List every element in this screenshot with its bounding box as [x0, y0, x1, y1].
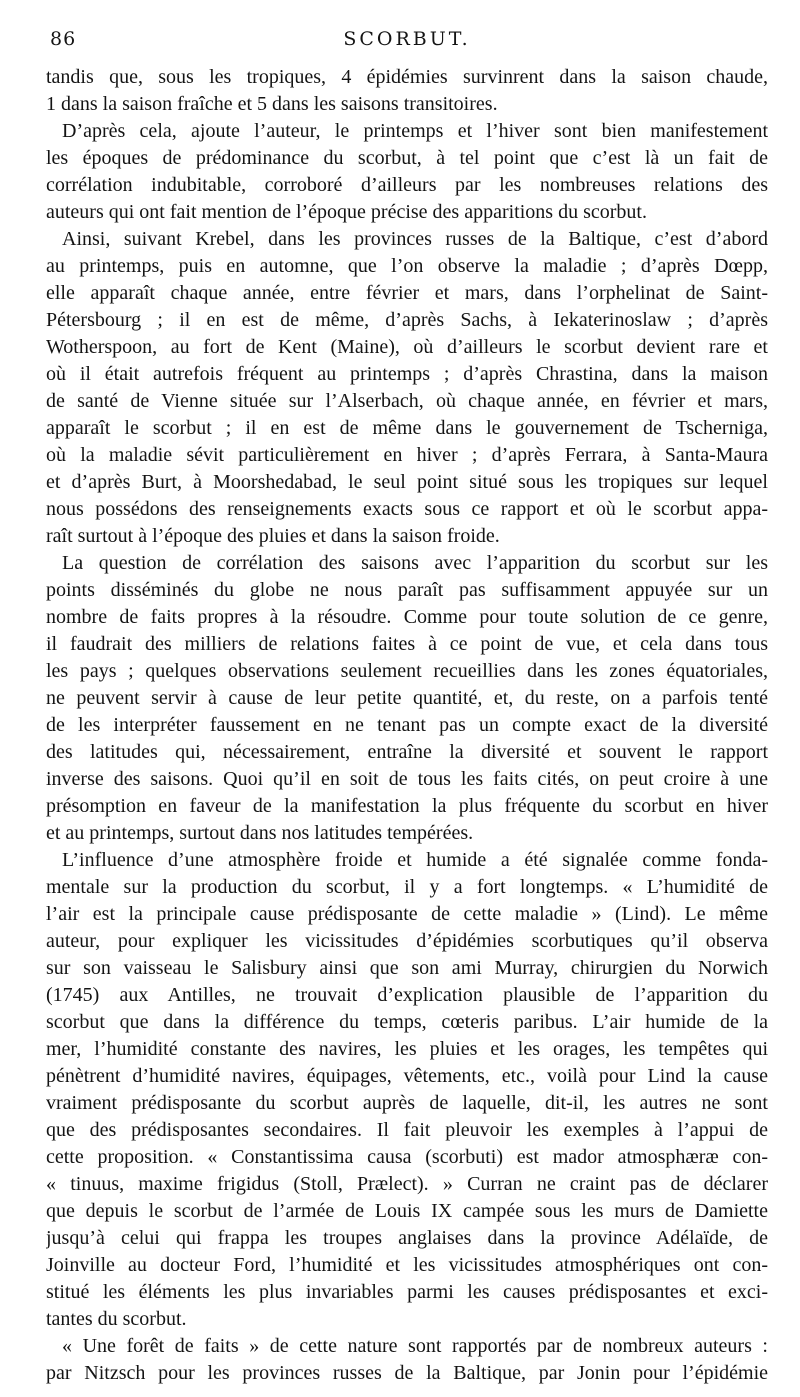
- text-line: vraiment prédisposante du scorbut auprès de laquelle, dit-il, les autres ne sont: [46, 1092, 768, 1114]
- text-line: les pays ; quelques observations seulement recueillies dans les zones équatoriales,: [46, 660, 768, 682]
- text-line: ne peuvent servir à cause de leur petite quantité, et, du reste, on a parfois tenté: [46, 687, 768, 709]
- text-line: La question de corrélation des saisons avec l’apparition du scorbut sur les: [62, 552, 768, 574]
- text-line: et au printemps, surtout dans nos latitudes tempérées.: [46, 822, 474, 844]
- text-line: que depuis le scorbut de l’armée de Louis IX campée sous les murs de Damiette: [46, 1200, 768, 1222]
- text-line: sur son vaisseau le Salisbury ainsi que son ami Murray, chirurgien du Norwich: [46, 957, 768, 979]
- text-line: D’après cela, ajoute l’auteur, le printemps et l’hiver sont bien manifestement: [62, 120, 768, 142]
- text-line: auteurs qui ont fait mention de l’époque précise des apparitions du scorbut.: [46, 201, 647, 223]
- text-line: stitué les éléments les plus invariables parmi les causes prédisposantes et exci-: [46, 1281, 768, 1303]
- text-line: par Nitzsch pour les provinces russes de la Baltique, par Jonin pour l’épidémie: [46, 1362, 768, 1384]
- text-line: les époques de prédominance du scorbut, à tel point que c’est là un fait de: [46, 147, 768, 169]
- text-line: de les interpréter faussement en ne tenant pas un compte exact de la diversité: [46, 714, 768, 736]
- text-line: « Une forêt de faits » de cette nature sont rapportés par de nombreux auteurs :: [62, 1335, 768, 1357]
- text-line: nombre de faits propres à la résoudre. Comme pour toute solution de ce genre,: [46, 606, 768, 628]
- text-line: de santé de Vienne située sur l’Alserbach, où chaque année, en février et mars,: [46, 390, 768, 412]
- text-line: points disséminés du globe ne nous paraît pas suffisamment appuyée sur un: [46, 579, 768, 601]
- text-line: scorbut que dans la différence du temps, cœteris paribus. L’air humide de la: [46, 1011, 768, 1033]
- text-line: où il était autrefois fréquent au printemps ; d’après Chrastina, dans la maison: [46, 363, 768, 385]
- text-line: l’air est la principale cause prédisposante de cette maladie » (Lind). Le même: [46, 903, 768, 925]
- text-line: Ainsi, suivant Krebel, dans les provinces russes de la Baltique, c’est d’abord: [62, 228, 768, 250]
- text-line: pénètrent d’humidité navires, équipages, vêtements, etc., voilà pour Lind la cause: [46, 1065, 768, 1087]
- text-line: mentale sur la production du scorbut, il y a fort longtemps. « L’humidité de: [46, 876, 768, 898]
- text-line: jusqu’à celui qui frappa les troupes anglaises dans la province Adélaïde, de: [46, 1227, 768, 1249]
- page-number: 86: [50, 28, 77, 50]
- text-line: où la maladie sévit particulièrement en hiver ; d’après Ferrara, à Santa-Maura: [46, 444, 768, 466]
- text-line: 1 dans la saison fraîche et 5 dans les saisons transitoires.: [46, 93, 498, 115]
- text-line: des latitudes qui, nécessairement, entraîne la diversité et souvent le rapport: [46, 741, 768, 763]
- text-line: inverse des saisons. Quoi qu’il en soit de tous les faits cités, on peut croire à une: [46, 768, 768, 790]
- text-line: présomption en faveur de la manifestation la plus fréquente du scorbut en hiver: [46, 795, 768, 817]
- body-text: [46, 64, 768, 1387]
- text-line: elle apparaît chaque année, entre février et mars, dans l’orphelinat de Saint-: [46, 282, 768, 304]
- text-line: tantes du scorbut.: [46, 1308, 187, 1330]
- text-line: L’influence d’une atmosphère froide et humide a été signalée comme fonda-: [62, 849, 768, 871]
- text-line: Pétersbourg ; il en est de même, d’après Sachs, à Iekaterinoslaw ; d’après: [46, 309, 768, 331]
- text-line: apparaît le scorbut ; il en est de même dans le gouvernement de Tscherniga,: [46, 417, 768, 439]
- text-line: au printemps, puis en automne, que l’on observe la maladie ; d’après Dœpp,: [46, 255, 768, 277]
- text-line: que des prédisposantes secondaires. Il fait pleuvoir les exemples à l’appui de: [46, 1119, 768, 1141]
- text-line: corrélation indubitable, corroboré d’ailleurs par les nombreuses relations des: [46, 174, 768, 196]
- text-line: et d’après Burt, à Moorshedabad, le seul point situé sous les tropiques sur lequel: [46, 471, 768, 493]
- text-line: Joinville au docteur Ford, l’humidité et les vicissitudes atmosphériques ont con-: [46, 1254, 768, 1276]
- text-line: mer, l’humidité constante des navires, les pluies et les orages, les tempêtes qui: [46, 1038, 768, 1060]
- text-line: raît surtout à l’époque des pluies et dans la saison froide.: [46, 525, 500, 547]
- text-line: Wotherspoon, au fort de Kent (Maine), où d’ailleurs le scorbut devient rare et: [46, 336, 768, 358]
- text-line: il faudrait des milliers de relations faites à ce point de vue, et cela dans tous: [46, 633, 768, 655]
- running-head: [46, 28, 768, 54]
- text-line: « tinuus, maxime frigidus (Stoll, Prælect). » Curran ne craint pas de déclarer: [46, 1173, 768, 1195]
- text-line: auteur, pour expliquer les vicissitudes d’épidémies scorbutiques qu’il observa: [46, 930, 768, 952]
- text-line: nous possédons des renseignements exacts sous ce rapport et où le scorbut appa-: [46, 498, 768, 520]
- text-line: (1745) aux Antilles, ne trouvait d’explication plausible de l’apparition du: [46, 984, 768, 1006]
- running-title: SCORBUT.: [343, 28, 471, 50]
- text-line: tandis que, sous les tropiques, 4 épidémies survinrent dans la saison chaude,: [46, 66, 768, 88]
- text-line: cette proposition. « Constantissima causa (scorbuti) est mador atmosphæræ con-: [46, 1146, 768, 1168]
